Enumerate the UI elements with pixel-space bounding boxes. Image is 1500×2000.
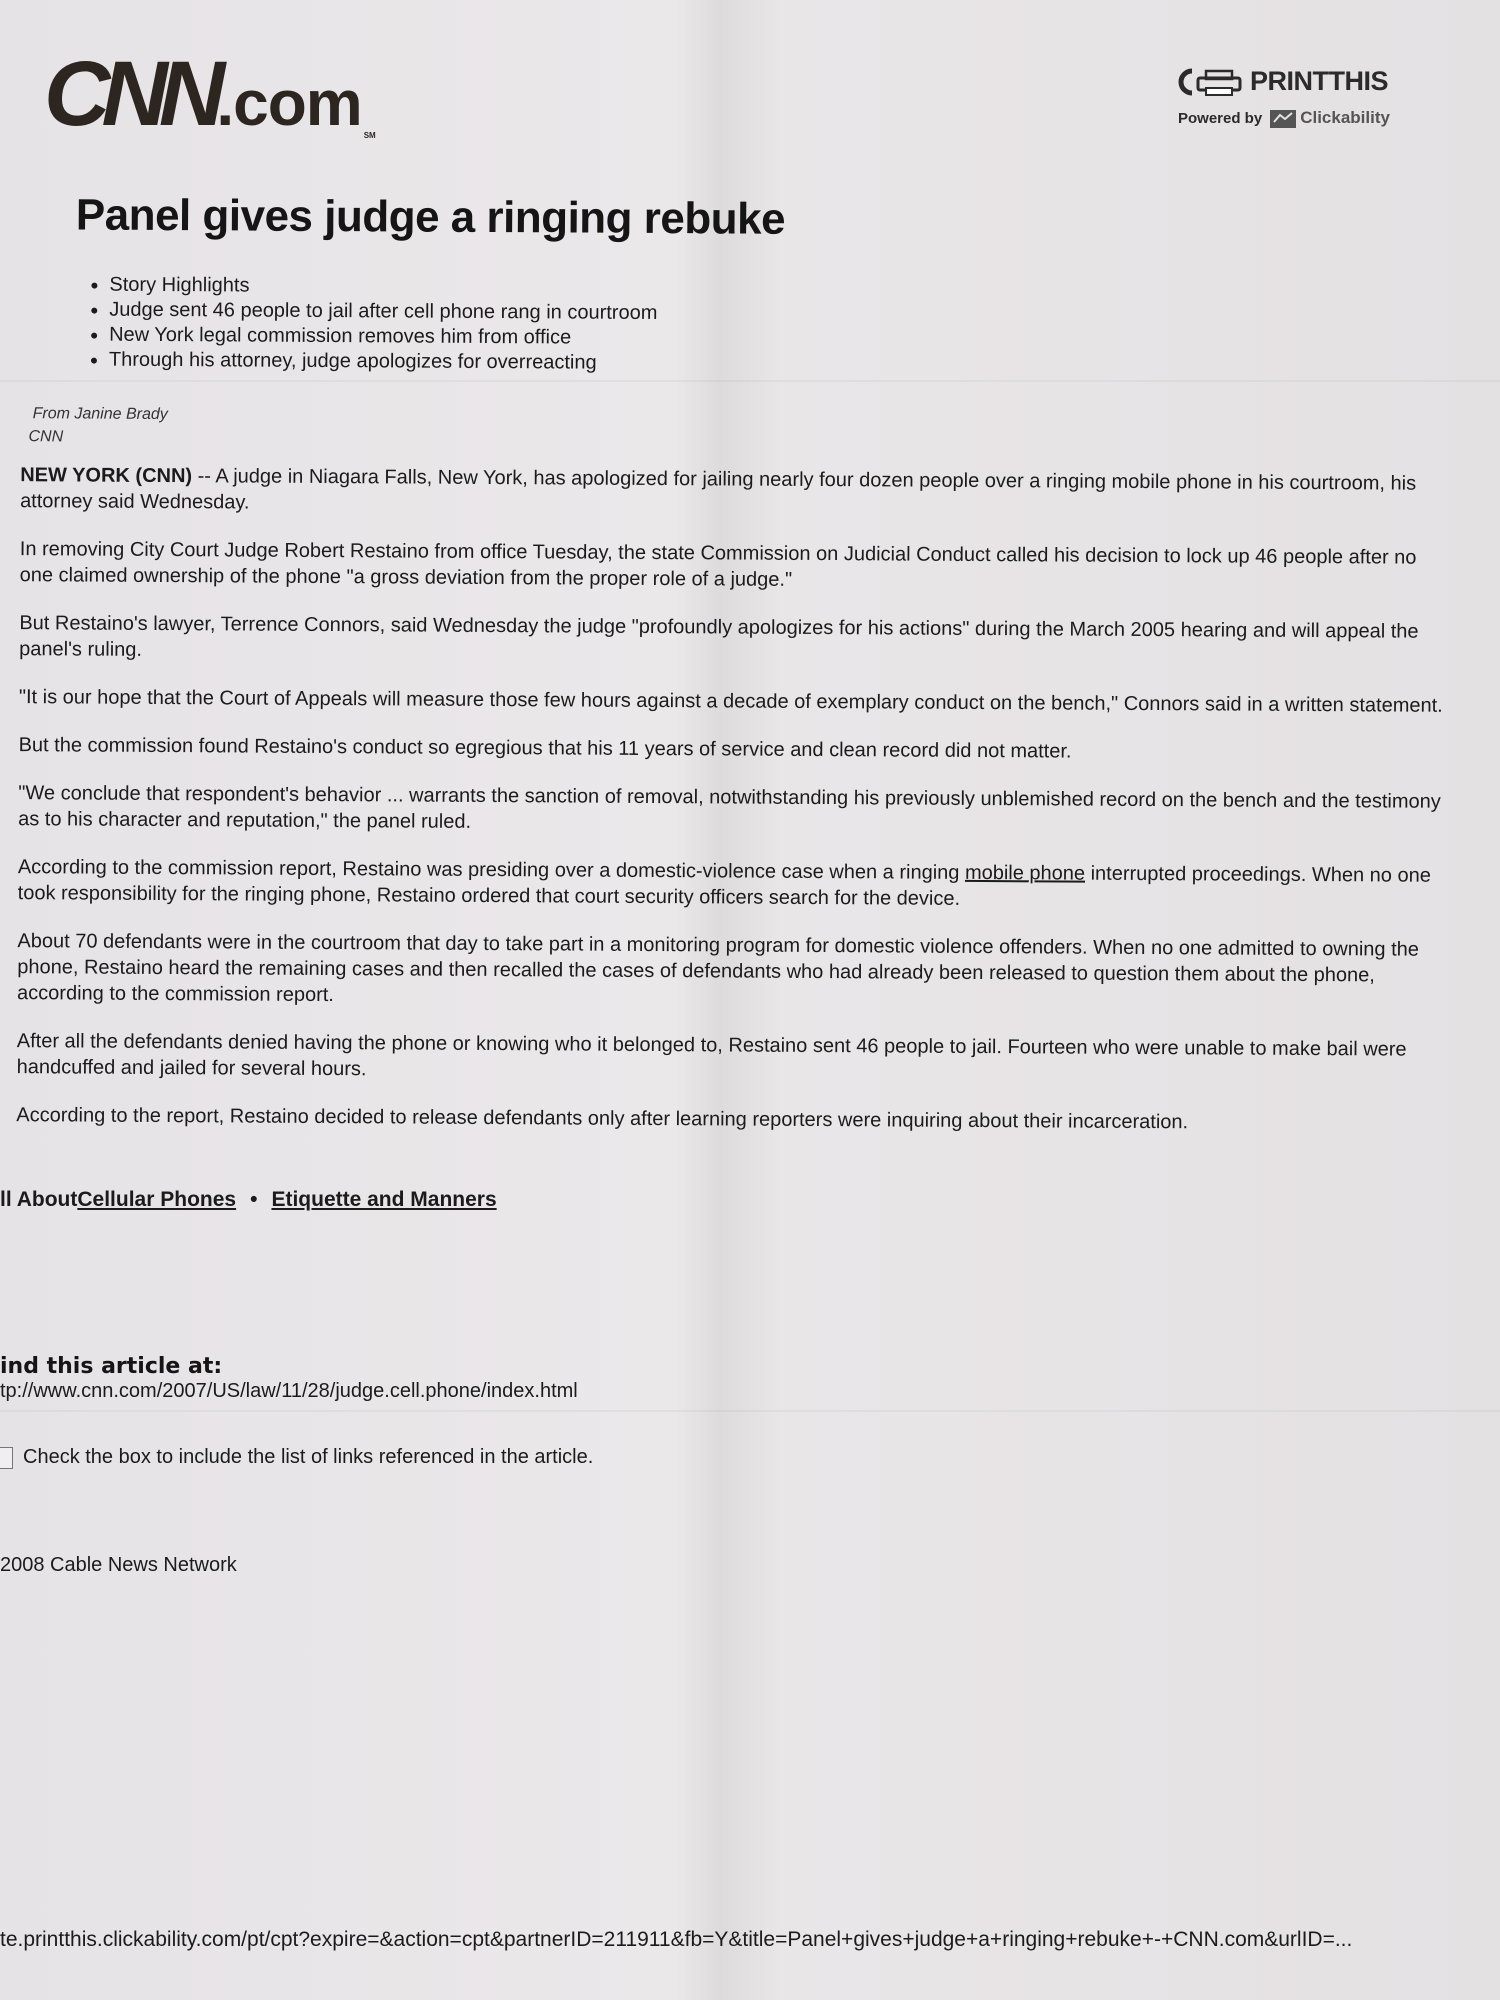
logo-cnn-text: CNN (44, 43, 217, 145)
byline-source: CNN (28, 428, 64, 446)
clickability-brand: Clickability (1300, 108, 1390, 127)
etiquette-manners-link[interactable]: Etiquette and Manners (271, 1188, 497, 1211)
highlight-item: • Story Highlights (109, 273, 1469, 306)
printthis-button[interactable] (1178, 66, 1388, 97)
article-paragraph: According to the report, Restaino decided to release defendants only after learning reporters were inquiring about their incarceration. (16, 1104, 1189, 1134)
logo-service-mark: SM (363, 131, 376, 140)
powered-by (1178, 108, 1390, 128)
powered-by-label: Powered by (1178, 109, 1263, 127)
find-article-label: ind this article at: (0, 1354, 223, 1379)
article-paragraph (20, 462, 1450, 523)
story-highlights (69, 272, 1470, 381)
byline-author: From Janine Brady (32, 405, 168, 424)
article (0, 190, 1470, 1159)
include-links-checkbox[interactable] (0, 1447, 13, 1469)
cellular-phones-link[interactable]: Cellular Phones (77, 1188, 237, 1211)
printer-icon (1178, 68, 1246, 96)
include-links-option (0, 1446, 593, 1469)
highlight-item: • New York legal commission removes him from office (109, 323, 1469, 356)
article-body (16, 462, 1450, 1137)
paragraph-text: According to the commission report, Restaino was presiding over a domestic-violence case when a ringing (17, 856, 966, 884)
article-paragraph: But the commission found Restaino's conduct so egregious that his 11 years of service and clean record did not matter. (18, 734, 1072, 763)
article-title: Panel gives judge a ringing rebuke (75, 190, 786, 244)
article-paragraph: "It is our hope that the Court of Appeals will measure those few hours against a decade of exemplary conduct on the bench," Connors said in a written statement. (18, 686, 1443, 717)
paper-fold (0, 1410, 1500, 1412)
article-paragraph: In removing City Court Judge Robert Restaino from office Tuesday, the state Commission on Judicial Conduct called his decision to lock up 46 people after no one claimed ownership of the phone "a gross deviation from the proper role of a judge." (19, 538, 1417, 591)
all-about-label: ll About (0, 1188, 78, 1211)
article-paragraph: About 70 defendants were in the courtroom that day to take part in a monitoring program for domestic violence offenders. When no one admitted to owning the phone, Restaino heard the remaining cases and then recalled the cases of defendants who had already been released to question them about the phone, according to the commission report. (17, 930, 1420, 1007)
highlight-item: • Through his attorney, judge apologizes for overreacting (109, 348, 1469, 381)
article-paragraph: After all the defendants denied having the phone or knowing who it belonged to, Restaino sent 46 people to jail. Fourteen who were unable to make bail were handcuffed and jailed for several hours. (16, 1030, 1407, 1081)
cnn-logo[interactable] (44, 43, 376, 145)
include-links-label: Check the box to include the list of links referenced in the article. (23, 1446, 594, 1468)
printthis-label: PRINTTHIS (1250, 66, 1389, 96)
article-url: tp://www.cnn.com/2007/US/law/11/28/judge.cell.phone/index.html (0, 1380, 578, 1402)
link-separator: • (250, 1188, 258, 1211)
mobile-phone-link[interactable]: mobile phone (964, 861, 1086, 885)
clickability-icon (1270, 108, 1296, 128)
footer-print-url: te.printthis.clickability.com/pt/cpt?expire=&action=cpt&partnerID=211911&fb=Y&title=Panel+gives+judge+a+ringing+rebuke+-+CNN.com&urlID=... (0, 1928, 1353, 1951)
byline (28, 402, 1468, 457)
article-paragraph (18, 854, 1448, 915)
article-paragraph: "We conclude that respondent's behavior ... warrants the sanction of removal, notwithstanding his previously unblemished record on the bench and the testimony as to his character and reputation," the panel ruled. (18, 782, 1441, 833)
highlight-item: • Judge sent 46 people to jail after cell phone rang in courtroom (109, 298, 1469, 331)
article-paragraph: But Restaino's lawyer, Terrence Connors, said Wednesday the judge "profoundly apologizes for his actions" during the March 2005 hearing and will appeal the panel's ruling. (19, 612, 1419, 661)
paragraph-text: interrupted proceedings. When no one took responsibility for the ringing phone, Restaino ordered that court security officers search for the device. (17, 862, 1431, 910)
all-about (0, 1188, 497, 1212)
copyright: 2008 Cable News Network (0, 1554, 237, 1576)
dateline: NEW YORK (CNN) (20, 464, 193, 488)
paragraph-text: -- A judge in Niagara Falls, New York, has apologized for jailing nearly four dozen people over a ringing mobile phone in his courtroom, his attorney said Wednesday. (20, 465, 1417, 514)
logo-dotcom-text: .com (216, 67, 362, 139)
